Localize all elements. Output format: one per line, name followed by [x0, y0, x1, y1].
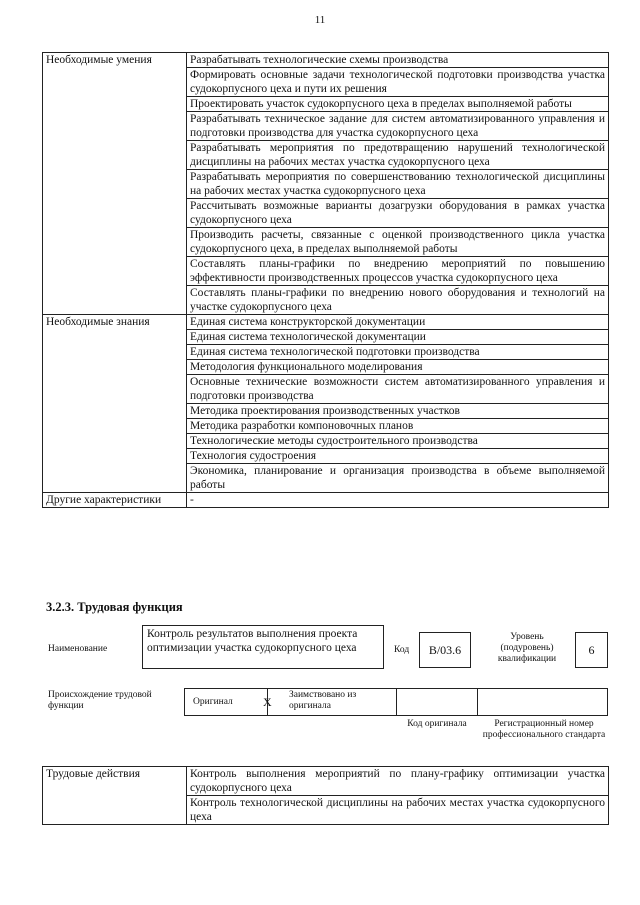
original-mark: X [263, 695, 272, 709]
code-value: B/03.6 [428, 643, 462, 657]
requirement-item: Технологические методы судостроительного производства [187, 434, 609, 449]
origin-label: Происхождение трудовой функции [48, 690, 152, 711]
requirement-item: Разрабатывать мероприятия по предотвращению нарушений технологической дисциплины на рабочих местах участка судокорпусного цеха [187, 141, 609, 170]
requirement-item: Рассчитывать возможные варианты дозагрузки оборудования в рамках участка судокорпусного цеха [187, 199, 609, 228]
action-item: Контроль технологической дисциплины на рабочих местах участка судокорпусного цеха [187, 796, 609, 825]
requirement-item: Разрабатывать мероприятия по совершенствованию технологической дисциплины на рабочих местах участка судокорпусного цеха [187, 170, 609, 199]
section-title: 3.2.3. Трудовая функция [46, 600, 183, 614]
borrowed-label: Заимствовано из оригинала [289, 690, 357, 711]
requirements-row [43, 493, 609, 508]
actions-row [43, 767, 609, 796]
level-label: Уровень (подуровень) квалификации [497, 632, 557, 664]
code-value-box [419, 632, 471, 668]
requirement-item: Методика проектирования производственных участков [187, 404, 609, 419]
requirement-item: Основные технические возможности систем автоматизированного управления и подготовки производства [187, 375, 609, 404]
name-label: Наименование [48, 644, 108, 654]
actions-label: Трудовые действия [43, 767, 187, 825]
requirements-row [43, 315, 609, 330]
requirement-group-label: Другие характеристики [43, 493, 187, 508]
requirement-item: Единая система технологической подготовки производства [187, 345, 609, 360]
requirement-group-label: Необходимые умения [43, 53, 187, 315]
requirement-item: Проектировать участок судокорпусного цеха в пределах выполняемой работы [187, 97, 609, 112]
requirement-item: Составлять планы-графики по внедрению нового оборудования и технологий на участке судокорпусного цеха [187, 286, 609, 315]
code-label: Код [394, 645, 410, 655]
function-name: Контроль результатов выполнения проекта оптимизации участка судокорпусного цеха [147, 628, 358, 654]
requirements-table [42, 52, 609, 508]
reg-caption: Регистрационный номер профессионального стандарта [482, 719, 606, 740]
requirement-item: Экономика, планирование и организация производства в объеме выполняемой работы [187, 464, 609, 493]
requirement-item: Единая система технологической документации [187, 330, 609, 345]
function-name-box [142, 625, 384, 669]
action-item: Контроль выполнения мероприятий по плану-графику оптимизации участка судокорпусного цеха [187, 767, 609, 796]
code-caption: Код оригинала [407, 719, 467, 729]
requirement-item: Единая система конструкторской документации [187, 315, 609, 330]
origin-row [184, 688, 608, 716]
page-number: 11 [314, 14, 326, 26]
requirements-row [43, 53, 609, 68]
requirement-item: Производить расчеты, связанные с оценкой производственного цикла участка судокорпусного цеха, в пределах выполняемой работы [187, 228, 609, 257]
requirement-item: Разрабатывать техническое задание для систем автоматизированного управления и подготовки производства для участка судокорпусного цеха [187, 112, 609, 141]
requirement-item: - [187, 493, 609, 508]
requirement-group-label: Необходимые знания [43, 315, 187, 493]
requirement-item: Технология судостроения [187, 449, 609, 464]
requirement-item: Составлять планы-графики по внедрению мероприятий по повышению эффективности производственных процессов участка судокорпусного цеха [187, 257, 609, 286]
requirement-item: Разрабатывать технологические схемы производства [187, 53, 609, 68]
requirement-item: Формировать основные задачи технологической подготовки производства участка судокорпусного цеха и пути их решения [187, 68, 609, 97]
requirement-item: Методология функционального моделирования [187, 360, 609, 375]
requirement-item: Методика разработки компоновочных планов [187, 419, 609, 434]
level-value: 6 [588, 643, 595, 657]
actions-table [42, 766, 609, 825]
original-label: Оригинал [193, 697, 233, 707]
level-value-box [575, 632, 608, 668]
